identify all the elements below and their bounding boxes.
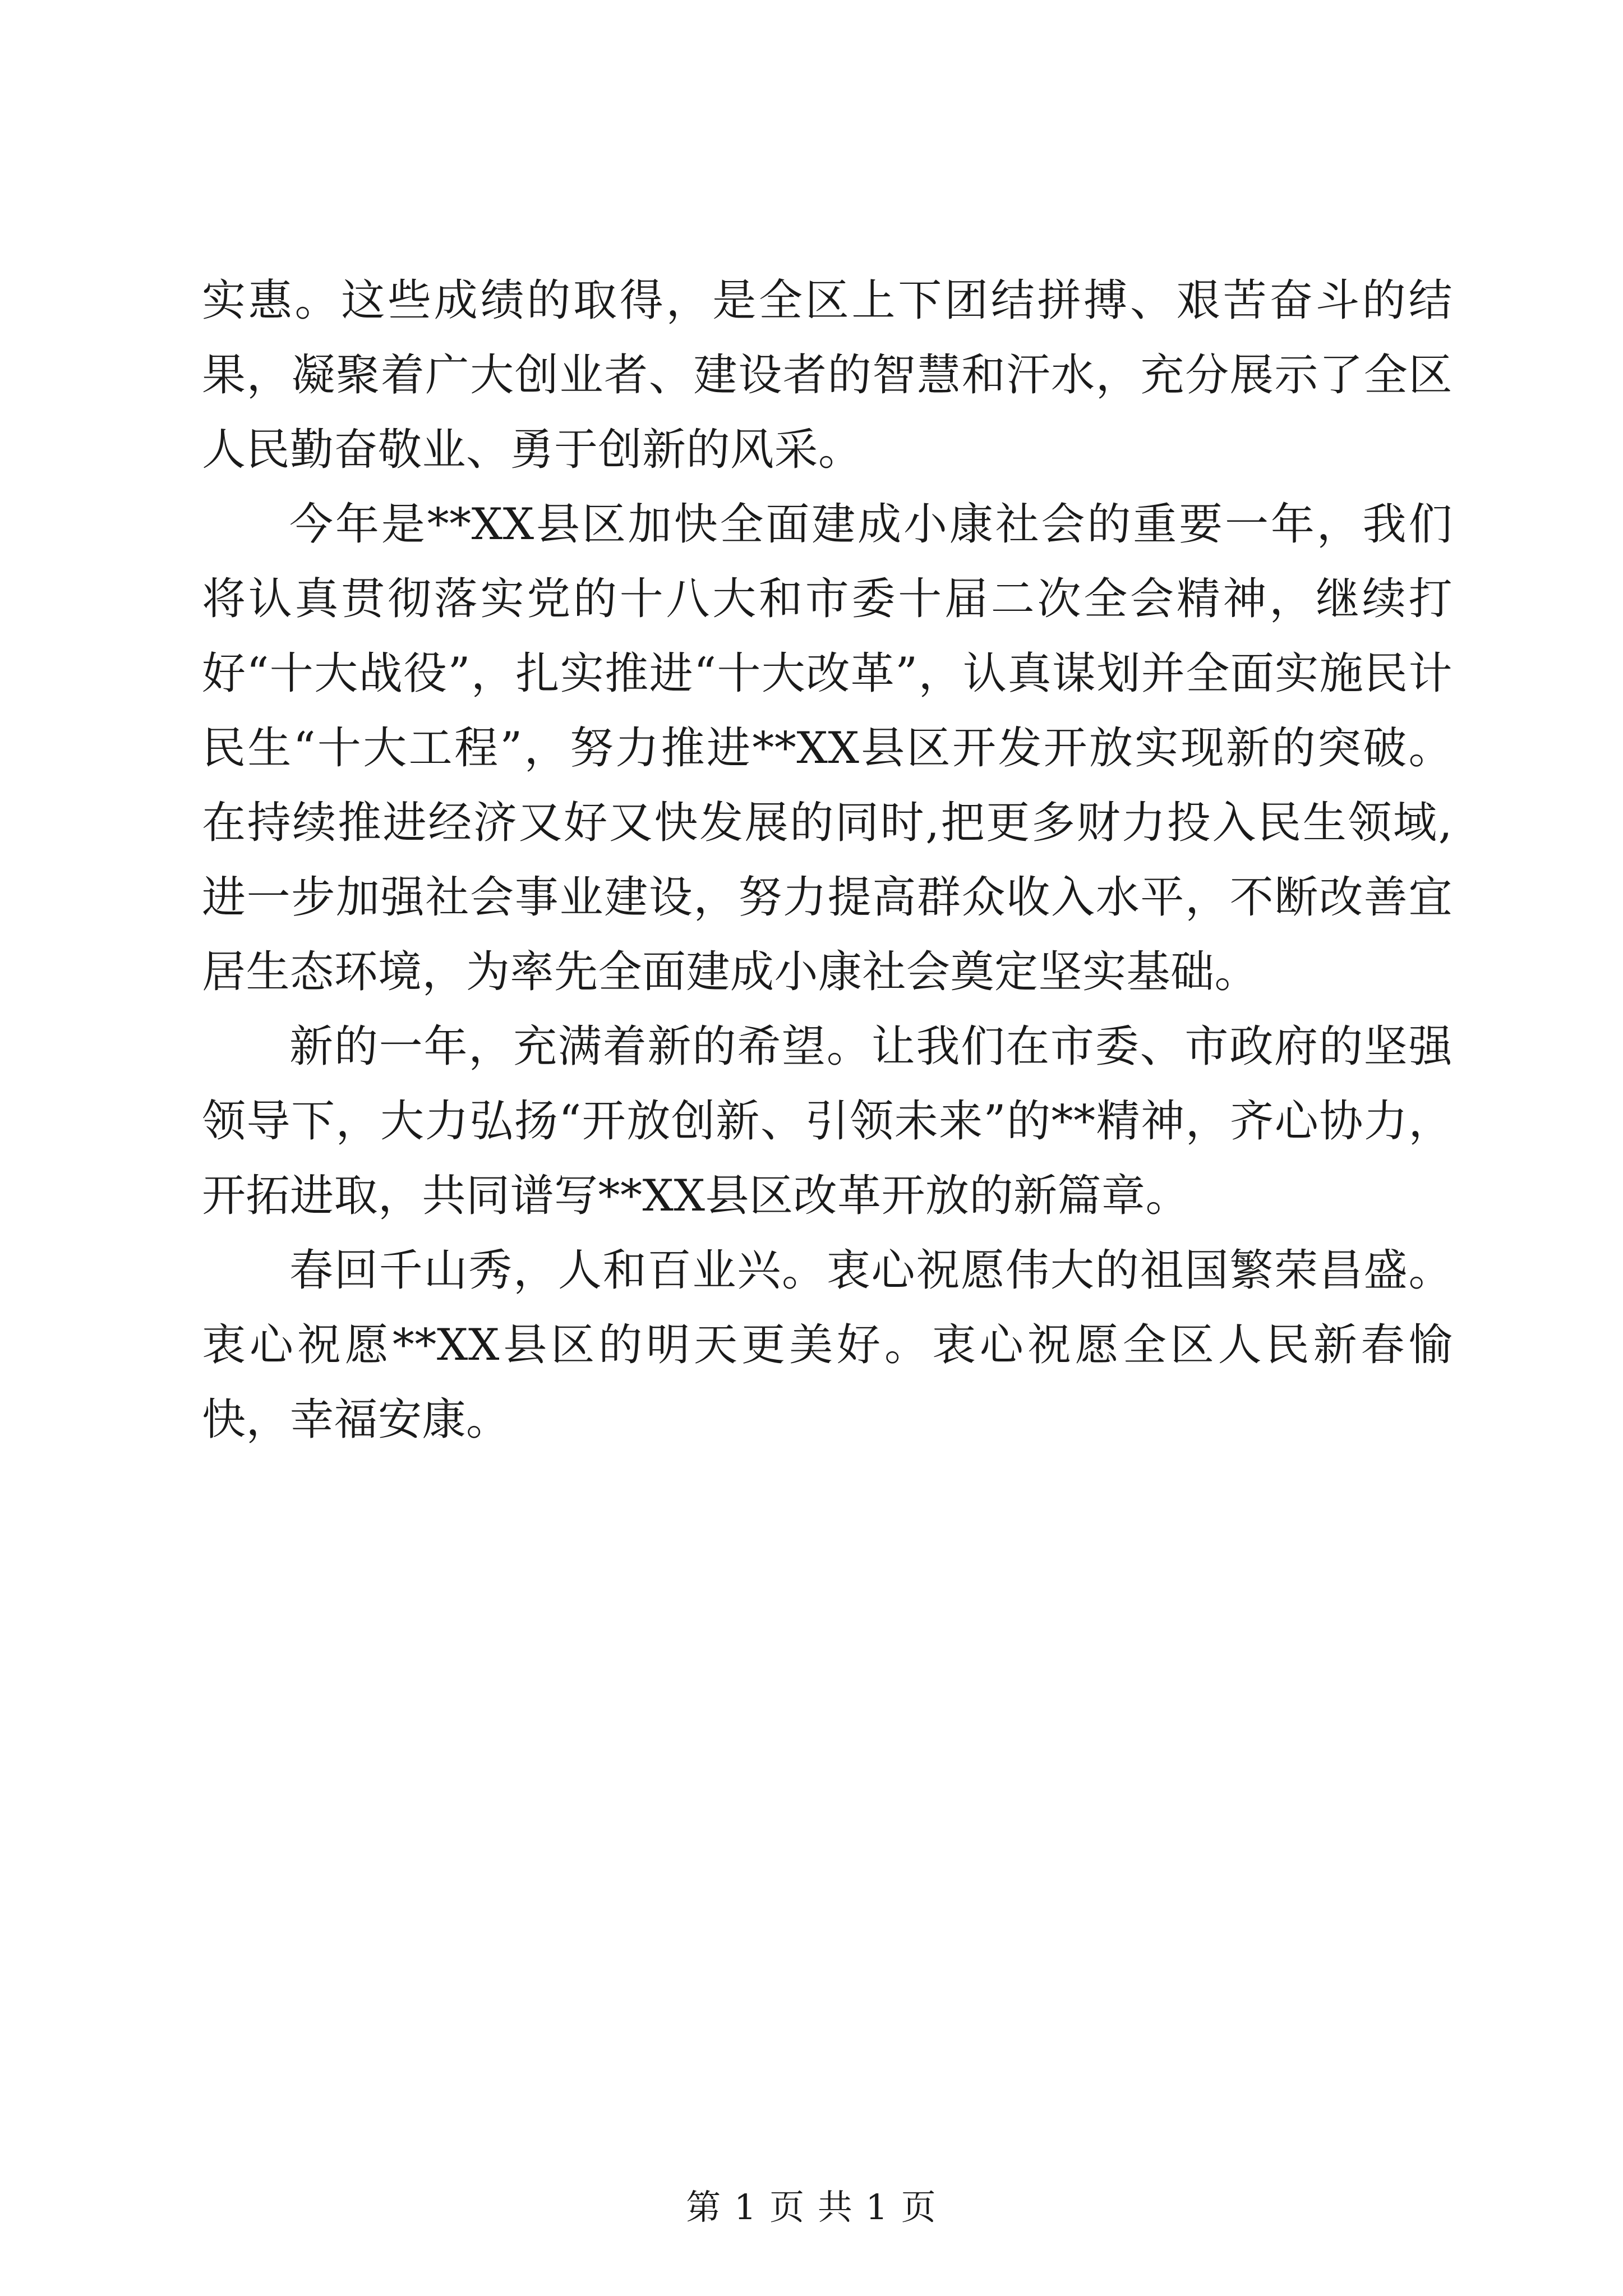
- document-body: [202, 264, 1453, 1457]
- paragraph-1: 实惠。这些成绩的取得，是全区上下团结拼搏、艰苦奋斗的结果，凝聚着广大创业者、建设者的智慧和汗水，充分展示了全区人民勤奋敬业、勇于创新的风采。: [202, 275, 1453, 475]
- paragraph-3: 新的一年，充满着新的希望。让我们在市委、市政府的坚强领导下，大力弘扬“开放创新、引领未来”的**精神，齐心协力，开拓进取，共同谱写**XX县区改革开放的新篇章。: [202, 1022, 1453, 1221]
- paragraph-2: 今年是**XX县区加快全面建成小康社会的重要一年，我们将认真贯彻落实党的十八大和市委十届二次全会精神，继续打好“十大战役”，扎实推进“十大改革”，认真谋划并全面实施民计民生“十大工程”，努力推进**XX县区开发开放实现新的突破。在持续推进经济又好又快发展的同时,把更多财力投入民生领域,进一步加强社会事业建设，努力提高群众收入水平，不断改善宜居生态环境，为率先全面建成小康社会奠定坚实基础。: [202, 499, 1453, 997]
- page-footer: 第 1 页 共 1 页: [686, 2187, 937, 2228]
- paragraph-4: 春回千山秀，人和百业兴。衷心祝愿伟大的祖国繁荣昌盛。衷心祝愿**XX县区的明天更美好。衷心祝愿全区人民新春愉快，幸福安康。: [202, 1245, 1453, 1445]
